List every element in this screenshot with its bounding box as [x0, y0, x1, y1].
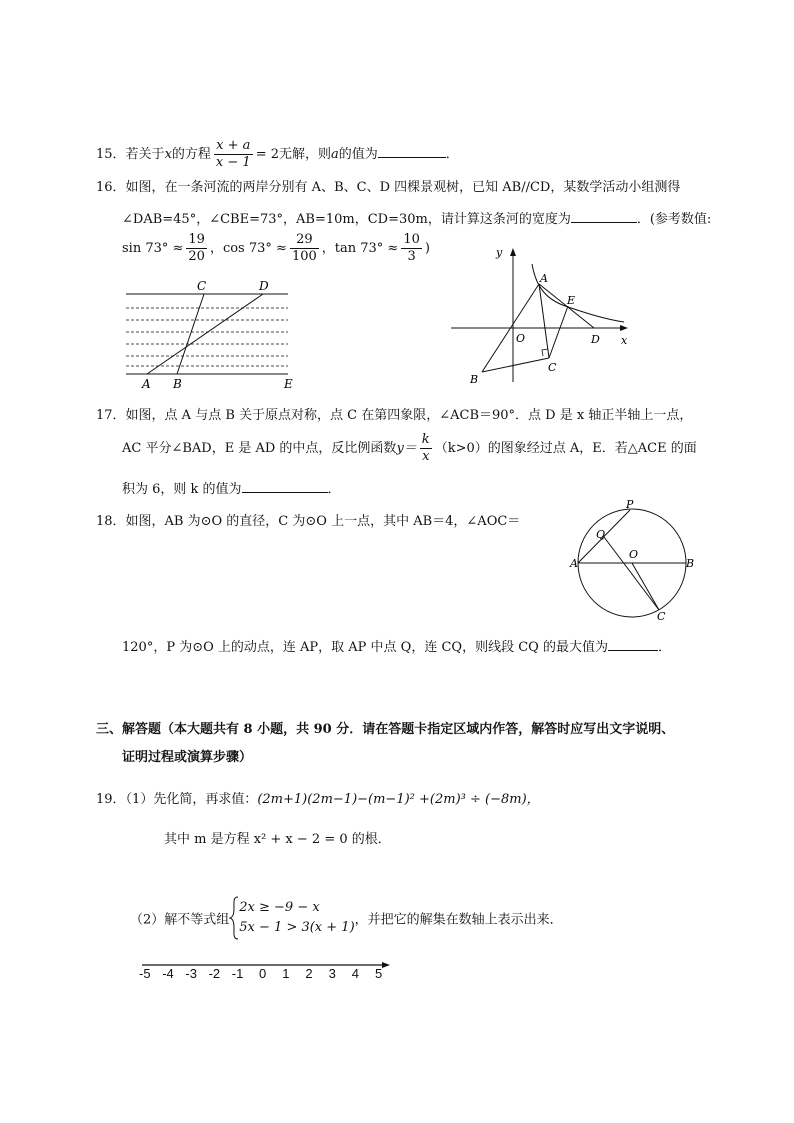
q15-fraction: $\frac{x + a}{x - 1}$: [215, 138, 251, 170]
q18-answer-blank[interactable]: [608, 638, 658, 651]
number-line-label: -3: [185, 966, 197, 981]
number-line-label: 4: [351, 966, 360, 981]
label-C: C: [548, 361, 557, 374]
q15-answer-blank[interactable]: [378, 145, 446, 158]
q17-number: 17．: [96, 408, 126, 423]
q15-line: 15．若关于x的方程 $\frac{x + a}{x - 1}$ = 2无解，则a的值为 ．: [96, 138, 459, 170]
segment-BC: [482, 358, 549, 372]
number-line-arrow-icon: [382, 962, 390, 968]
segment-OC: [632, 563, 659, 610]
label-B: B: [470, 373, 479, 386]
tan-fraction: $\frac{10}{3}$: [403, 232, 420, 264]
sin-fraction: $\frac{19}{20}$: [188, 232, 205, 264]
q17-fraction: $\frac{k}{x}$: [421, 432, 430, 464]
label-E: E: [284, 377, 293, 391]
q19-part1: 19．（1）先化简，再求值：(2m+1)(2m−1)−(m−1)² +(2m)³ ÷ (−8m)，: [96, 792, 540, 807]
label-E: E: [567, 294, 576, 307]
q17-line2: AC 平分∠BAD，E 是 AD 的中点，反比例函数y＝ $\frac{k}{x}$ （k>0）的图象经过点 A，E．若△ACE 的面: [122, 432, 697, 464]
q19-condition: 其中 m 是方程 x² + x − 2 = 0 的根．: [164, 832, 391, 847]
number-line-label: -5: [139, 966, 151, 981]
label-A: A: [540, 272, 548, 285]
river-figure: [120, 276, 300, 391]
section3-heading-line2: 证明过程或演算步骤）: [122, 750, 253, 765]
cos-fraction: $\frac{29}{100}$: [291, 232, 317, 264]
circle-figure: [568, 496, 698, 624]
label-B: B: [173, 377, 182, 391]
q16-answer-blank[interactable]: [571, 210, 637, 223]
segment-AD: [147, 294, 263, 374]
q16-line1: 16．如图，在一条河流的两岸分别有 A、B、C、D 四棵景观树，已知 AB//CD，某数学活动小组测得: [96, 180, 681, 195]
label-B: B: [686, 557, 695, 570]
number-line-label: 2: [305, 966, 313, 981]
number-line-label: -2: [208, 966, 221, 981]
q19-number: 19．: [96, 792, 126, 807]
x-axis-arrow-icon: [620, 325, 628, 331]
number-line-label: 1: [282, 966, 290, 981]
inequality-system: [239, 898, 354, 938]
q16-reference-values: sin 73° ≈ $\frac{19}{20}$ ，cos 73° ≈ $\frac{29}{100}$ ，tan 73° ≈ $\frac{10}{3}$ ): [122, 232, 430, 264]
q16-number: 16．: [96, 180, 126, 195]
label-D: D: [591, 333, 600, 346]
right-angle-mark: [542, 349, 548, 356]
section3-heading-line1: 三、解答题（本大题共有 8 小题，共 90 分．请在答题卡指定区域内作答，解答时应写出文字说明、: [96, 722, 675, 737]
label-y: y: [496, 246, 503, 259]
q19-part2: （2）解不等式组 2x ≥ −9 − x 5x − 1 > 3(x + 1) ，并把它的解集在数轴上表示出来．: [130, 896, 563, 940]
label-O: O: [516, 332, 526, 345]
label-A: A: [570, 557, 578, 570]
inequality-1: 2x ≥ −9 − x: [239, 900, 320, 915]
label-P: P: [626, 498, 634, 511]
q15-number: 15．: [96, 147, 126, 162]
number-line-label: 3: [328, 966, 336, 981]
number-line-label: 0: [259, 966, 267, 981]
q17-answer-blank[interactable]: [242, 480, 328, 493]
label-Q: Q: [596, 528, 606, 541]
label-x: x: [621, 334, 628, 347]
number-line-label: -4: [162, 966, 174, 981]
q16-line2: ∠DAB=45°，∠CBE=73°，AB=10m，CD=30m，请计算这条河的宽度为 ．(参考数值:: [122, 212, 712, 227]
label-D: D: [259, 279, 269, 293]
q18-line1: 18．如图，AB 为⊙O 的直径，C 为⊙O 上一点，其中 AB＝4，∠AOC＝: [96, 514, 521, 529]
inequality-2: 5x − 1 > 3(x + 1): [239, 920, 355, 935]
label-C: C: [197, 279, 207, 293]
y-axis-arrow-icon: [510, 248, 516, 256]
river-water-lines: [126, 308, 288, 366]
number-line-label: 5: [375, 966, 383, 981]
q19-expression: (2m+1)(2m−1)−(m−1)² +(2m)³ ÷ (−8m)，: [257, 792, 540, 807]
q18-line2: 120°，P 为⊙O 上的动点，连 AP，取 AP 中点 Q，连 CQ，则线段 CQ 的最大值为 ．: [122, 640, 671, 655]
segment-BC: [177, 294, 204, 374]
q17-line3: 积为 6，则 k 的值为 ．: [122, 482, 341, 497]
coordinate-figure: [446, 242, 636, 387]
label-A: A: [142, 377, 151, 391]
segment-CE: [549, 306, 568, 358]
segment-AC: [539, 284, 549, 358]
label-O: O: [629, 548, 639, 561]
label-C: C: [657, 610, 666, 623]
system-brace-icon: [229, 896, 239, 940]
q17-line1: 17．如图，点 A 与点 B 关于原点对称，点 C 在第四象限，∠ACB＝90°．点 D 是 x 轴正半轴上一点，: [96, 408, 693, 423]
number-line-label: -1: [231, 966, 244, 981]
q18-number: 18．: [96, 514, 126, 529]
